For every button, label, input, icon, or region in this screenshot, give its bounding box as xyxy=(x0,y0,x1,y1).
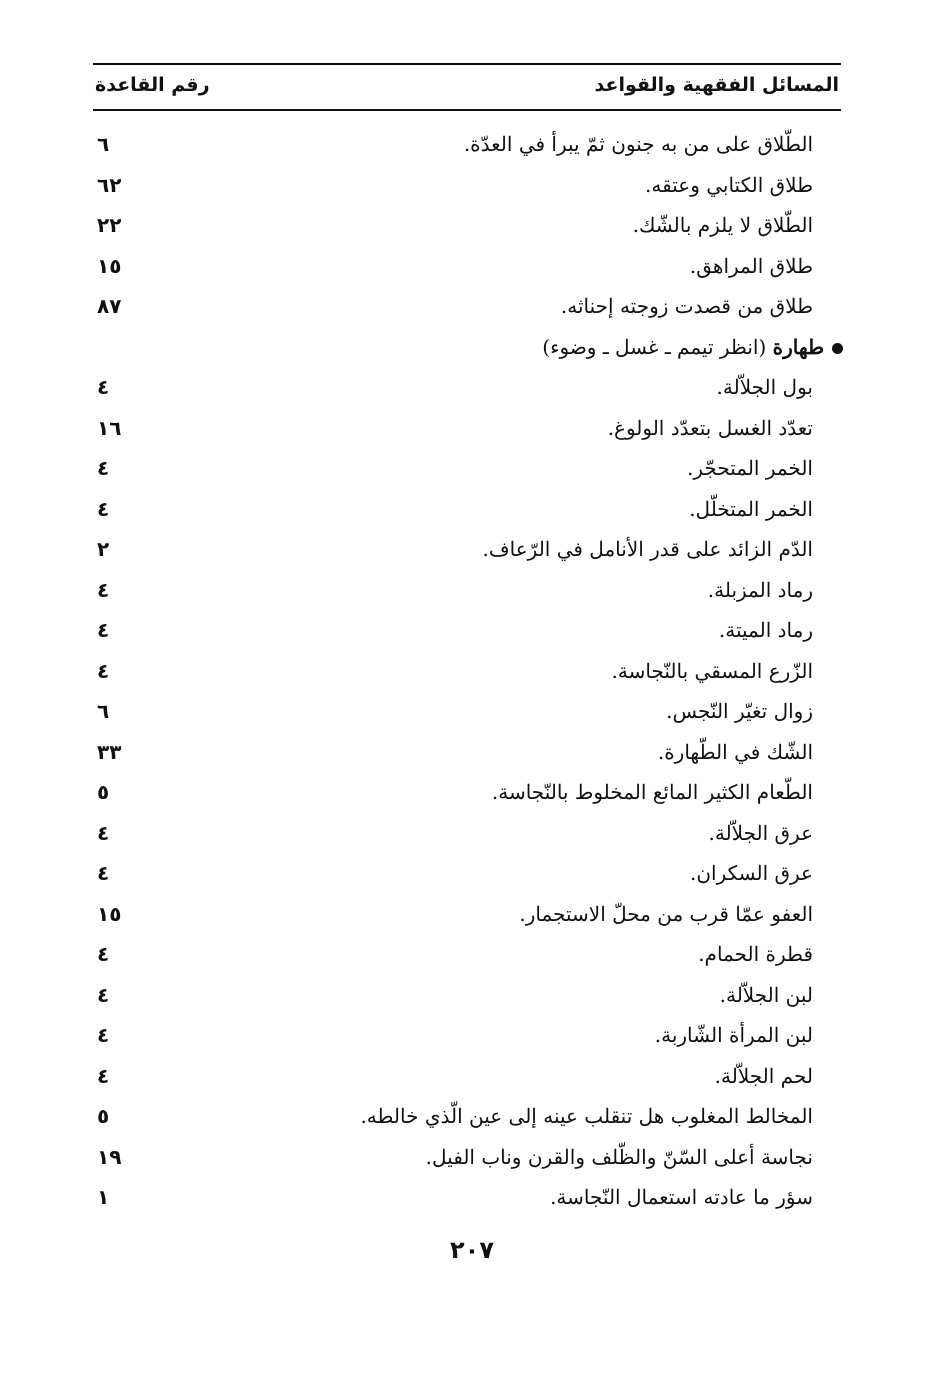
index-entry xyxy=(93,369,813,410)
index-entry xyxy=(93,653,813,694)
entry-text: عرق السكران. xyxy=(689,861,813,885)
heading-label: طهارة xyxy=(772,334,824,359)
index-entry xyxy=(93,734,813,775)
index-entry xyxy=(93,774,813,815)
header-column-label: رقم القاعدة xyxy=(95,74,210,96)
entry-text: لبن المرأة الشّاربة. xyxy=(654,1023,813,1047)
entry-text: المخالط المغلوب هل تنقلب عينه إلى عين الّذي خالطه. xyxy=(360,1104,813,1128)
index-entry xyxy=(93,491,813,532)
index-entry xyxy=(93,410,813,451)
rule-number: ٤ xyxy=(97,861,110,885)
rule-number: ٤ xyxy=(97,456,110,480)
entry-text: لبن الجلاّلة. xyxy=(719,982,813,1007)
entry-text: العفو عمّا قرب من محلّ الاستجمار. xyxy=(519,901,813,926)
entry-text: الزّرع المسقي بالنّجاسة. xyxy=(611,658,813,683)
rule-number: ٤ xyxy=(97,658,110,683)
index-section-heading xyxy=(93,329,824,370)
index-entry xyxy=(93,1098,813,1139)
index-entry xyxy=(93,977,813,1018)
entry-text: طلاق من قصدت زوجته إحناثه. xyxy=(560,294,813,318)
index-entry xyxy=(93,531,813,572)
page-number: ٢٠٧ xyxy=(450,1236,494,1264)
rule-number: ٦ xyxy=(97,699,110,723)
heading-note: (انظر تيمم ـ غسل ـ وضوء) xyxy=(542,334,767,359)
entry-text: الشّك في الطّهارة. xyxy=(657,739,813,764)
bullet-icon xyxy=(832,343,843,354)
rule-number: ٢ xyxy=(97,537,110,561)
index-entry xyxy=(93,207,813,248)
entry-text: تعدّد الغسل بتعدّد الولوغ. xyxy=(607,415,813,440)
rule-number: ٤ xyxy=(97,1023,110,1047)
running-header xyxy=(93,63,841,111)
index-entry xyxy=(93,855,813,896)
entry-text: الطّعام الكثير المائع المخلوط بالنّجاسة. xyxy=(491,780,813,804)
rule-number: ٥ xyxy=(97,1104,110,1128)
rule-number: ٢٢ xyxy=(97,213,122,237)
index-entry xyxy=(93,693,813,734)
rule-number: ٤ xyxy=(97,820,110,845)
entry-text: طلاق المراهق. xyxy=(689,253,813,278)
rule-number: ٦ xyxy=(97,132,110,156)
rule-number: ١٩ xyxy=(97,1144,122,1169)
entry-text: الطّلاق على من به جنون ثمّ يبرأ في العدّة. xyxy=(463,132,813,156)
index-entry xyxy=(93,815,813,856)
index-entry xyxy=(93,126,813,167)
index-entry xyxy=(93,450,813,491)
entry-text xyxy=(542,335,843,359)
rule-number: ٥ xyxy=(97,780,110,804)
entry-text: رماد المزبلة. xyxy=(707,577,813,602)
rule-number: ٤ xyxy=(97,577,110,602)
rule-number: ٦٢ xyxy=(97,172,122,197)
entry-text: طلاق الكتابي وعتقه. xyxy=(645,172,813,197)
entry-text: نجاسة أعلى السّنّ والظّلف والقرن وناب الفيل. xyxy=(425,1144,813,1169)
index-entry xyxy=(93,1139,813,1180)
rule-number: ٤ xyxy=(97,982,110,1007)
entry-text: عرق الجلاّلة. xyxy=(708,820,813,845)
entry-text: زوال تغيّر النّجس. xyxy=(666,699,813,723)
index-entry xyxy=(93,248,813,289)
header-title: المسائل الفقهية والقواعد xyxy=(594,74,839,96)
entry-text: لحم الجلاّلة. xyxy=(714,1063,813,1088)
rule-number: ٤ xyxy=(97,618,110,642)
entry-text: الدّم الزائد على قدر الأنامل في الرّعاف. xyxy=(482,537,813,561)
rule-number: ٣٣ xyxy=(97,739,122,764)
entry-text: بول الجلاّلة. xyxy=(716,375,813,399)
rule-number: ١٥ xyxy=(97,253,122,278)
index-entry xyxy=(93,612,813,653)
rule-number: ٤ xyxy=(97,375,110,399)
index-entry xyxy=(93,936,813,977)
rule-number: ٤ xyxy=(97,496,110,521)
rule-number: ٨٧ xyxy=(97,294,122,318)
index-entry xyxy=(93,1058,813,1099)
rule-number: ٤ xyxy=(97,942,110,966)
index-entry xyxy=(93,167,813,208)
rule-number: ٤ xyxy=(97,1063,110,1088)
index-entry xyxy=(93,288,813,329)
rule-number: ١٥ xyxy=(97,901,122,926)
entry-text: الطّلاق لا يلزم بالشّك. xyxy=(632,213,813,237)
rule-number: ١٦ xyxy=(97,415,122,440)
entry-text: رماد الميتة. xyxy=(718,618,813,642)
index-entry xyxy=(93,1017,813,1058)
index-entry xyxy=(93,896,813,937)
entry-text: الخمر المتخلّل. xyxy=(689,496,813,521)
rule-number: ١ xyxy=(97,1185,110,1209)
entry-text: سؤر ما عادته استعمال النّجاسة. xyxy=(550,1185,813,1209)
entry-text: الخمر المتحجّر. xyxy=(687,456,813,480)
index-entries xyxy=(93,126,824,1220)
index-entry xyxy=(93,1179,813,1220)
index-entry xyxy=(93,572,813,613)
entry-text: قطرة الحمام. xyxy=(698,942,813,966)
